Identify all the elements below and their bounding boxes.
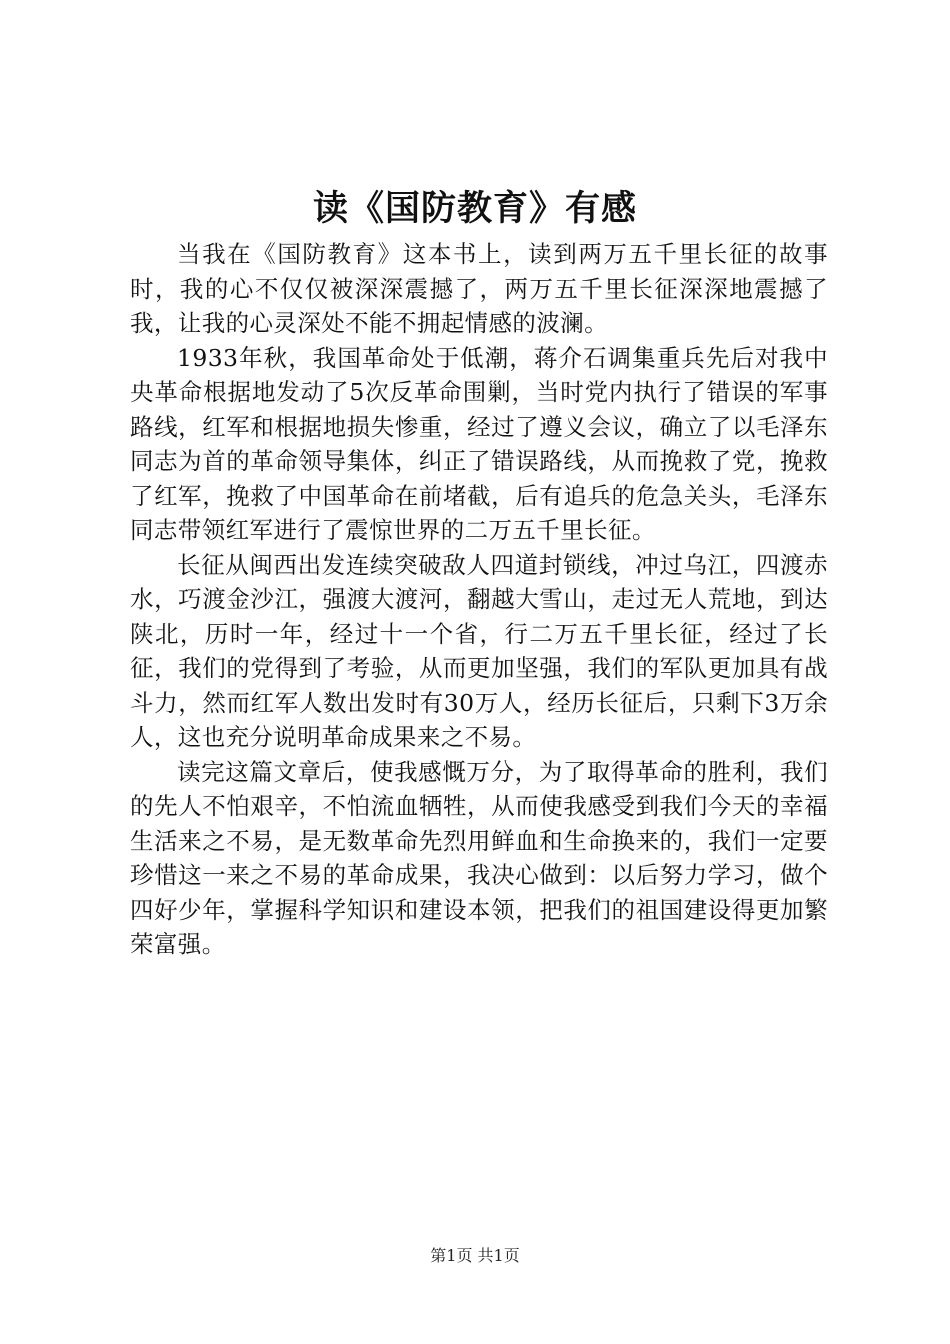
paragraph-1: 当我在《国防教育》这本书上，读到两万五千里长征的故事时，我的心不仅仅被深深震撼了，两万五千里长征深深地震撼了我，让我的心灵深处不能不拥起情感的波澜。 — [130, 240, 828, 337]
document-title: 读《国防教育》有感 — [312, 188, 637, 229]
paragraph-3: 长征从闽西出发连续突破敌人四道封锁线，冲过乌江，四渡赤水，巧渡金沙江，强渡大渡河，翻越大雪山，走过无人荒地，到达陕北，历时一年，经过十一个省，行二万五千里长征，经过了长征，我们的党得到了考验，从而更加坚强，我们的军队更加具有战斗力，然而红军人数出发时有30万人，经历长征后，只剩下3万余人，这也充分说明革命成果来之不易。 — [130, 550, 828, 751]
paragraph-4: 读完这篇文章后，使我感慨万分，为了取得革命的胜利，我们的先人不怕艰辛，不怕流血牺牲，从而使我感受到我们今天的幸福生活来之不易，是无数革命先烈用鲜血和生命换来的，我们一定要珍惜这一来之不易的革命成果，我决心做到：以后努力学习，做个四好少年，掌握科学知识和建设本领，把我们的祖国建设得更加繁荣富强。 — [130, 757, 828, 958]
paragraph-2: 1933年秋，我国革命处于低潮，蒋介石调集重兵先后对我中央革命根据地发动了5次反革命围剿，当时党内执行了错误的军事路线，红军和根据地损失惨重，经过了遵义会议，确立了以毛泽东同志为首的革命领导集体，纠正了错误路线，从而挽救了党，挽救了红军，挽救了中国革命在前堵截，后有追兵的危急关头，毛泽东同志带领红军进行了震惊世界的二万五千里长征。 — [130, 343, 828, 544]
page-number-footer: 第1页 共1页 — [430, 1246, 520, 1265]
document-body — [130, 237, 828, 962]
